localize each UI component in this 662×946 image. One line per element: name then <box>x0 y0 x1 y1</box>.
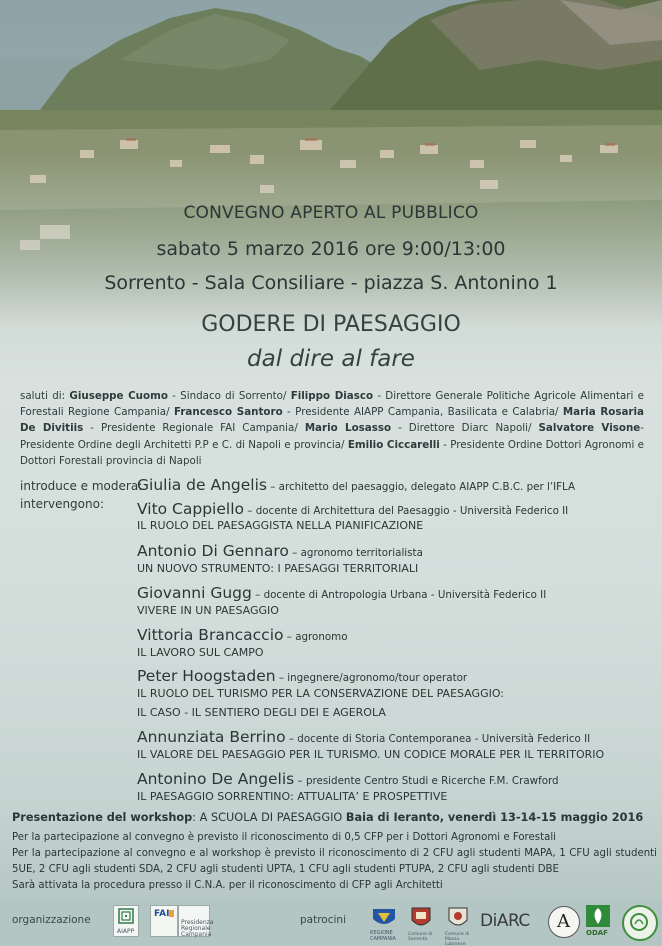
workshop-place-date: Baia di Ieranto, venerdì 13-14-15 maggio 2016 <box>345 811 644 824</box>
speaker-entry <box>137 727 590 746</box>
workshop-line <box>12 811 643 824</box>
event-type: CONVEGNO APERTO AL PUBBLICO <box>183 203 479 223</box>
fai-campania-logo-text: Presidenza Regionale Campania <box>181 919 214 938</box>
diarc-logo-text: DiARC <box>480 911 530 931</box>
speaker-topic: IL RUOLO DEL PAESAGGISTA NELLA PIANIFICAZIONE <box>137 519 424 532</box>
greeting-role: - Presidente AIAPP Campania, Basilicata e Calabria/ <box>282 406 563 419</box>
speaker-entry <box>137 583 546 602</box>
speaker-name: Annunziata Berrino <box>137 728 286 746</box>
speaker-desc: – agronomo <box>283 631 348 643</box>
comune-sorrento-crest-text: Comune di Sorrento <box>408 932 433 942</box>
greeting-role: - Direttore Generale Politiche Agricole Alimentari e Forestali Regione Campania/ <box>20 390 644 419</box>
speaker-topic: IL LAVORO SUL CAMPO <box>137 646 264 659</box>
comune-massa-lubrense-crest-icon <box>445 905 471 946</box>
speakers-label: intervengono: <box>20 497 104 511</box>
organizzazione-label: organizzazione <box>12 914 91 926</box>
greetings-paragraph <box>20 388 644 469</box>
event-location: Sorrento - Sala Consiliare - piazza S. Antonino 1 <box>104 272 558 294</box>
event-date-time: sabato 5 marzo 2016 ore 9:00/13:00 <box>156 238 506 260</box>
speaker-entry <box>137 625 348 644</box>
speaker-topic: UN NUOVO STRUMENTO: I PAESAGGI TERRITORIALI <box>137 562 419 575</box>
speaker-desc: – docente di Architettura del Paesaggio - Università Federico II <box>244 505 569 517</box>
green-circle-logo-icon <box>622 905 658 941</box>
credit-note: Sarà attivata la procedura presso il C.N.A. per il riconoscimento di CFP agli Architetti <box>12 880 443 891</box>
fai-logo-text: FAI <box>154 909 170 919</box>
speaker-entry <box>137 769 559 788</box>
fai-logo-icon <box>150 905 178 937</box>
workshop-lead: Presentazione del workshop <box>12 811 193 824</box>
moderator-name: Giulia de Angelis <box>137 476 267 494</box>
greeting-role: - Presidente Regionale FAI Campania/ <box>83 422 305 435</box>
comune-massa-lubrense-crest-text: Comune di Massa Lubrense <box>445 932 470 946</box>
event-subtitle: dal dire al fare <box>247 346 415 372</box>
moderator-desc: – architetto del paesaggio, delegato AIAPP C.B.C. per l’IFLA <box>266 481 576 493</box>
architetti-logo-text: A <box>557 911 570 932</box>
greeting-name: Filippo Diasco <box>290 390 374 402</box>
odaf-logo-icon <box>585 904 611 938</box>
speaker-name: Giovanni Gugg <box>137 584 252 602</box>
diarc-logo-icon <box>478 909 538 935</box>
greeting-name: Maria Rosaria De Divitiis <box>20 406 644 435</box>
moderator-entry <box>137 475 575 494</box>
greeting-name: Emilio Ciccarelli <box>347 438 440 451</box>
architetti-logo-icon <box>548 906 580 938</box>
moderator-label: introduce e modera: <box>20 479 143 493</box>
workshop-name: : A SCUOLA DI PAESAGGIO <box>192 811 346 824</box>
speaker-topic: VIVERE IN UN PAESAGGIO <box>137 604 279 617</box>
speaker-entry <box>137 499 568 518</box>
patrocini-label: patrocini <box>300 914 346 926</box>
speaker-topic: IL PAESAGGIO SORRENTINO: ATTUALITA’ E PROSPETTIVE <box>137 790 448 803</box>
aiapp-logo-text: AIAPP <box>117 928 135 935</box>
speaker-desc: – docente di Storia Contemporanea - Università Federico II <box>285 733 591 745</box>
greetings-lead: saluti di: <box>20 390 70 402</box>
speaker-topic: IL RUOLO DEL TURISMO PER LA CONSERVAZIONE DEL PAESAGGIO: <box>137 687 505 700</box>
regione-campania-logo-text: REGIONE CAMPANIA <box>370 930 396 942</box>
speaker-entry <box>137 541 423 560</box>
speaker-desc: – agronomo territorialista <box>288 547 423 559</box>
speaker-desc: – presidente Centro Studi e Ricerche F.M. Crawford <box>294 775 559 787</box>
greeting-name: Mario Losasso <box>304 422 392 435</box>
credit-note: Per la partecipazione al convegno è previsto il riconoscimento di 0,5 CFP per i Dottori Agronomi e Forestali <box>12 832 556 843</box>
speaker-name: Peter Hoogstaden <box>137 667 276 685</box>
greeting-name: Francesco Santoro <box>173 406 283 419</box>
speaker-topic: IL VALORE DEL PAESAGGIO PER IL TURISMO. UN CODICE MORALE PER IL TERRITORIO <box>137 748 605 761</box>
speaker-entry <box>137 666 467 685</box>
speaker-desc: – ingegnere/agronomo/tour operator <box>275 672 468 684</box>
speaker-name: Antonino De Angelis <box>137 770 295 788</box>
greeting-role: - Presidente Ordine Dottori Agronomi e Dottori Forestali provincia di Napoli <box>20 438 644 467</box>
speaker-topic: IL CASO - IL SENTIERO DEGLI DEI E AGEROLA <box>137 706 386 719</box>
comune-sorrento-crest-icon <box>408 905 434 942</box>
speaker-name: Antonio Di Gennaro <box>137 542 289 560</box>
greeting-role: - Sindaco di Sorrento/ <box>167 390 291 402</box>
speaker-name: Vito Cappiello <box>137 500 244 518</box>
speaker-desc: – docente di Antropologia Urbana - Università Federico II <box>251 589 547 601</box>
aiapp-logo-icon <box>113 905 139 937</box>
speaker-name: Vittoria Brancaccio <box>137 626 284 644</box>
greeting-name: Giuseppe Cuomo <box>69 390 168 402</box>
odaf-logo-text: ODAF <box>586 929 608 937</box>
fai-campania-logo-icon <box>178 905 214 938</box>
greeting-role: - Presidente Ordine degli Architetti P.P e C. di Napoli e provincia/ <box>20 422 644 451</box>
credit-note: Per la partecipazione al convegno e al workshop è previsto il riconoscimento di 2 CFU agli studenti MAPA, 1 CFU agli studenti 5UE, 2 CFU agli studenti SDA, 2 CFU agli studenti UPTA, 1 CFU agli studenti PTUPA, 2 CFU agli studenti DBE <box>12 848 657 875</box>
greeting-role: - Direttore Diarc Napoli/ <box>391 422 539 435</box>
greeting-name: Salvatore Visone <box>538 422 641 435</box>
regione-campania-logo-icon <box>370 905 398 942</box>
event-title: GODERE DI PAESAGGIO <box>201 312 461 337</box>
